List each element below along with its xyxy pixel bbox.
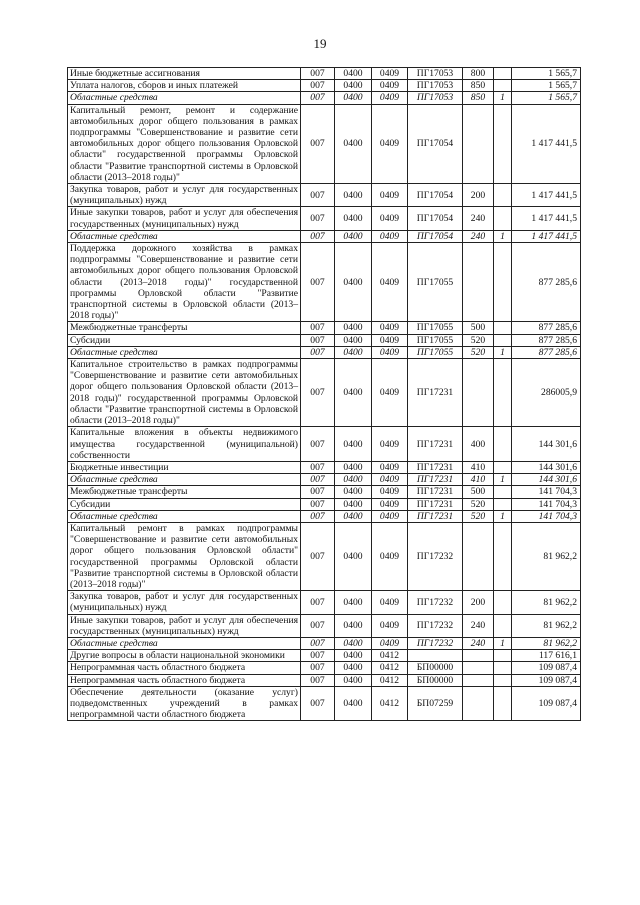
expense-type-cell [463,674,494,686]
subsection-code-cell: 0409 [372,346,408,358]
target-article-cell [408,650,463,662]
expense-type-cell: 240 [463,207,494,230]
table-row [68,650,581,662]
subsection-code-cell: 0409 [372,80,408,92]
target-article-cell: ПГ17055 [408,322,463,334]
funding-source-cell [494,80,512,92]
target-article-cell: ПГ17231 [408,359,463,427]
ministry-code-cell: 007 [301,207,335,230]
funding-source-cell [494,104,512,183]
table-row [68,207,581,230]
expense-type-cell: 500 [463,486,494,498]
amount-cell: 141 704,3 [512,510,581,522]
row-name-cell: Областные средства [68,92,301,104]
section-code-cell: 0400 [335,637,372,649]
funding-source-cell [494,498,512,510]
row-name-cell: Капитальное строительство в рамках подпрограммы "Совершенствование и развитие сети автомобильных дорог общего пользования Орловской области (2013–2018 годы)" государственной программы Орловской области "Развитие транспортной системы в Орловской области (2013–2018 годы)" [68,359,301,427]
row-name-cell: Субсидии [68,498,301,510]
row-name-cell: Межбюджетные трансферты [68,486,301,498]
table-row [68,686,581,721]
table-row [68,68,581,80]
table-row [68,510,581,522]
funding-source-cell: 1 [494,637,512,649]
subsection-code-cell: 0412 [372,662,408,674]
amount-cell: 1 417 441,5 [512,207,581,230]
amount-cell: 141 704,3 [512,486,581,498]
table-row [68,346,581,358]
expense-type-cell: 200 [463,591,494,614]
ministry-code-cell: 007 [301,359,335,427]
expense-type-cell [463,686,494,721]
row-name-cell: Закупка товаров, работ и услуг для государственных (муниципальных) нужд [68,184,301,207]
subsection-code-cell: 0409 [372,614,408,637]
section-code-cell: 0400 [335,650,372,662]
target-article-cell: ПГ17053 [408,68,463,80]
amount-cell: 1 417 441,5 [512,184,581,207]
row-name-cell: Обеспечение деятельности (оказание услуг) подведомственных учреждений в рамках непрограммной части областного бюджета [68,686,301,721]
expense-type-cell [463,359,494,427]
ministry-code-cell: 007 [301,92,335,104]
table-row [68,522,581,590]
ministry-code-cell: 007 [301,686,335,721]
subsection-code-cell: 0409 [372,474,408,486]
table-row [68,614,581,637]
subsection-code-cell: 0409 [372,184,408,207]
target-article-cell: БП00000 [408,662,463,674]
subsection-code-cell: 0409 [372,92,408,104]
row-name-cell: Межбюджетные трансферты [68,322,301,334]
funding-source-cell: 1 [494,510,512,522]
row-name-cell: Капитальный ремонт, ремонт и содержание автомобильных дорог общего пользования в рамках подпрограммы "Совершенствование и развитие сети автомобильных дорог общего пользования Орловской области" государственной программы Орловской области "Развитие транспортной системы в Орловской области (2013–2018 годы)" [68,104,301,183]
amount-cell: 144 301,6 [512,474,581,486]
section-code-cell: 0400 [335,486,372,498]
table-row [68,334,581,346]
target-article-cell: ПГ17232 [408,522,463,590]
row-name-cell: Субсидии [68,334,301,346]
funding-source-cell [494,662,512,674]
table-row [68,674,581,686]
table-row [68,243,581,322]
ministry-code-cell: 007 [301,510,335,522]
funding-source-cell [494,184,512,207]
expense-type-cell: 850 [463,80,494,92]
row-name-cell: Поддержка дорожного хозяйства в рамках подпрограммы "Совершенствование и развитие сети автомобильных дорог общего пользования Орловской области (2013–2018 годы)" государственной программы Орловской области "Развитие транспортной системы в Орловской области (2013–2018 годы)" [68,243,301,322]
subsection-code-cell: 0409 [372,461,408,473]
amount-cell: 877 285,6 [512,346,581,358]
row-name-cell: Иные закупки товаров, работ и услуг для обеспечения государственных (муниципальных) нужд [68,614,301,637]
funding-source-cell [494,334,512,346]
row-name-cell: Непрограммная часть областного бюджета [68,674,301,686]
target-article-cell: ПГ17231 [408,486,463,498]
expense-type-cell [463,243,494,322]
subsection-code-cell: 0409 [372,637,408,649]
table-row [68,498,581,510]
ministry-code-cell: 007 [301,243,335,322]
ministry-code-cell: 007 [301,461,335,473]
expense-type-cell [463,522,494,590]
section-code-cell: 0400 [335,474,372,486]
section-code-cell: 0400 [335,322,372,334]
funding-source-cell [494,614,512,637]
table-row [68,637,581,649]
subsection-code-cell: 0409 [372,207,408,230]
expense-type-cell [463,104,494,183]
row-name-cell: Областные средства [68,510,301,522]
table-row [68,80,581,92]
row-name-cell: Иные бюджетные ассигнования [68,68,301,80]
target-article-cell: БП07259 [408,686,463,721]
section-code-cell: 0400 [335,510,372,522]
section-code-cell: 0400 [335,92,372,104]
row-name-cell: Областные средства [68,474,301,486]
ministry-code-cell: 007 [301,498,335,510]
amount-cell: 877 285,6 [512,322,581,334]
section-code-cell: 0400 [335,614,372,637]
section-code-cell: 0400 [335,346,372,358]
funding-source-cell: 1 [494,474,512,486]
table-row [68,230,581,242]
funding-source-cell [494,650,512,662]
section-code-cell: 0400 [335,334,372,346]
target-article-cell: ПГ17055 [408,334,463,346]
amount-cell: 144 301,6 [512,427,581,462]
ministry-code-cell: 007 [301,522,335,590]
row-name-cell: Закупка товаров, работ и услуг для государственных (муниципальных) нужд [68,591,301,614]
section-code-cell: 0400 [335,522,372,590]
expense-type-cell [463,650,494,662]
section-code-cell: 0400 [335,591,372,614]
table-row [68,591,581,614]
table-row [68,662,581,674]
table-row [68,322,581,334]
subsection-code-cell: 0409 [372,68,408,80]
target-article-cell: ПГ17053 [408,92,463,104]
row-name-cell: Областные средства [68,230,301,242]
funding-source-cell: 1 [494,346,512,358]
target-article-cell: ПГ17231 [408,461,463,473]
target-article-cell: ПГ17232 [408,591,463,614]
ministry-code-cell: 007 [301,230,335,242]
table-row [68,474,581,486]
expense-type-cell: 850 [463,92,494,104]
funding-source-cell [494,243,512,322]
subsection-code-cell: 0409 [372,522,408,590]
row-name-cell: Бюджетные инвестиции [68,461,301,473]
ministry-code-cell: 007 [301,650,335,662]
amount-cell: 109 087,4 [512,674,581,686]
subsection-code-cell: 0409 [372,230,408,242]
amount-cell: 877 285,6 [512,243,581,322]
ministry-code-cell: 007 [301,474,335,486]
subsection-code-cell: 0409 [372,510,408,522]
expense-type-cell: 410 [463,461,494,473]
ministry-code-cell: 007 [301,662,335,674]
ministry-code-cell: 007 [301,322,335,334]
amount-cell: 1 417 441,5 [512,104,581,183]
amount-cell: 1 565,7 [512,68,581,80]
amount-cell: 81 962,2 [512,591,581,614]
funding-source-cell: 1 [494,92,512,104]
section-code-cell: 0400 [335,80,372,92]
page-number: 19 [313,36,327,51]
funding-source-cell [494,68,512,80]
amount-cell: 141 704,3 [512,498,581,510]
subsection-code-cell: 0412 [372,674,408,686]
ministry-code-cell: 007 [301,104,335,183]
row-name-cell: Областные средства [68,346,301,358]
amount-cell: 81 962,2 [512,614,581,637]
subsection-code-cell: 0409 [372,359,408,427]
target-article-cell: ПГ17055 [408,243,463,322]
row-name-cell: Областные средства [68,637,301,649]
table-row [68,461,581,473]
section-code-cell: 0400 [335,359,372,427]
expense-type-cell: 800 [463,68,494,80]
subsection-code-cell: 0409 [372,322,408,334]
section-code-cell: 0400 [335,184,372,207]
ministry-code-cell: 007 [301,486,335,498]
target-article-cell: ПГ17053 [408,80,463,92]
section-code-cell: 0400 [335,686,372,721]
target-article-cell: ПГ17231 [408,474,463,486]
expense-type-cell [463,662,494,674]
ministry-code-cell: 007 [301,80,335,92]
funding-source-cell [494,591,512,614]
table-row [68,486,581,498]
section-code-cell: 0400 [335,498,372,510]
funding-source-cell [494,674,512,686]
table-row [68,427,581,462]
amount-cell: 81 962,2 [512,522,581,590]
target-article-cell: ПГ17055 [408,346,463,358]
expense-type-cell: 500 [463,322,494,334]
funding-source-cell [494,207,512,230]
table-row [68,184,581,207]
funding-source-cell [494,486,512,498]
target-article-cell: ПГ17231 [408,427,463,462]
expense-type-cell: 240 [463,614,494,637]
subsection-code-cell: 0409 [372,591,408,614]
subsection-code-cell: 0412 [372,686,408,721]
amount-cell: 144 301,6 [512,461,581,473]
funding-source-cell: 1 [494,230,512,242]
funding-source-cell [494,427,512,462]
subsection-code-cell: 0409 [372,243,408,322]
section-code-cell: 0400 [335,243,372,322]
section-code-cell: 0400 [335,674,372,686]
expense-type-cell: 520 [463,334,494,346]
section-code-cell: 0400 [335,427,372,462]
ministry-code-cell: 007 [301,591,335,614]
section-code-cell: 0400 [335,662,372,674]
ministry-code-cell: 007 [301,614,335,637]
target-article-cell: БП00000 [408,674,463,686]
amount-cell: 81 962,2 [512,637,581,649]
row-name-cell: Капитальные вложения в объекты недвижимого имущества государственной (муниципальной) собственности [68,427,301,462]
expense-type-cell: 520 [463,510,494,522]
funding-source-cell [494,322,512,334]
funding-source-cell [494,522,512,590]
target-article-cell: ПГ17054 [408,184,463,207]
ministry-code-cell: 007 [301,427,335,462]
subsection-code-cell: 0409 [372,104,408,183]
expense-type-cell: 520 [463,498,494,510]
section-code-cell: 0400 [335,207,372,230]
section-code-cell: 0400 [335,68,372,80]
row-name-cell: Иные закупки товаров, работ и услуг для обеспечения государственных (муниципальных) нужд [68,207,301,230]
section-code-cell: 0400 [335,104,372,183]
table-row [68,104,581,183]
target-article-cell: ПГ17231 [408,498,463,510]
target-article-cell: ПГ17054 [408,230,463,242]
funding-source-cell [494,686,512,721]
target-article-cell: ПГ17232 [408,637,463,649]
expense-type-cell: 410 [463,474,494,486]
expense-type-cell: 520 [463,346,494,358]
expense-type-cell: 240 [463,230,494,242]
target-article-cell: ПГ17054 [408,207,463,230]
expense-type-cell: 400 [463,427,494,462]
target-article-cell: ПГ17231 [408,510,463,522]
ministry-code-cell: 007 [301,184,335,207]
amount-cell: 117 616,1 [512,650,581,662]
row-name-cell: Капитальный ремонт в рамках подпрограммы "Совершенствование и развитие сети автомобильных дорог общего пользования Орловской области" государственной программы Орловской области "Развитие транспортной системы в Орловской области (2013–2018 годы)" [68,522,301,590]
ministry-code-cell: 007 [301,346,335,358]
subsection-code-cell: 0409 [372,498,408,510]
amount-cell: 109 087,4 [512,662,581,674]
expense-type-cell: 240 [463,637,494,649]
table-row [68,359,581,427]
amount-cell: 1 565,7 [512,92,581,104]
row-name-cell: Уплата налогов, сборов и иных платежей [68,80,301,92]
subsection-code-cell: 0412 [372,650,408,662]
subsection-code-cell: 0409 [372,427,408,462]
row-name-cell: Другие вопросы в области национальной экономики [68,650,301,662]
ministry-code-cell: 007 [301,334,335,346]
amount-cell: 109 087,4 [512,686,581,721]
ministry-code-cell: 007 [301,674,335,686]
target-article-cell: ПГ17054 [408,104,463,183]
ministry-code-cell: 007 [301,637,335,649]
expense-type-cell: 200 [463,184,494,207]
subsection-code-cell: 0409 [372,334,408,346]
section-code-cell: 0400 [335,230,372,242]
row-name-cell: Непрограммная часть областного бюджета [68,662,301,674]
budget-table [67,67,581,721]
amount-cell: 1 565,7 [512,80,581,92]
amount-cell: 286005,9 [512,359,581,427]
funding-source-cell [494,461,512,473]
amount-cell: 1 417 441,5 [512,230,581,242]
funding-source-cell [494,359,512,427]
target-article-cell: ПГ17232 [408,614,463,637]
subsection-code-cell: 0409 [372,486,408,498]
table-row [68,92,581,104]
amount-cell: 877 285,6 [512,334,581,346]
ministry-code-cell: 007 [301,68,335,80]
section-code-cell: 0400 [335,461,372,473]
